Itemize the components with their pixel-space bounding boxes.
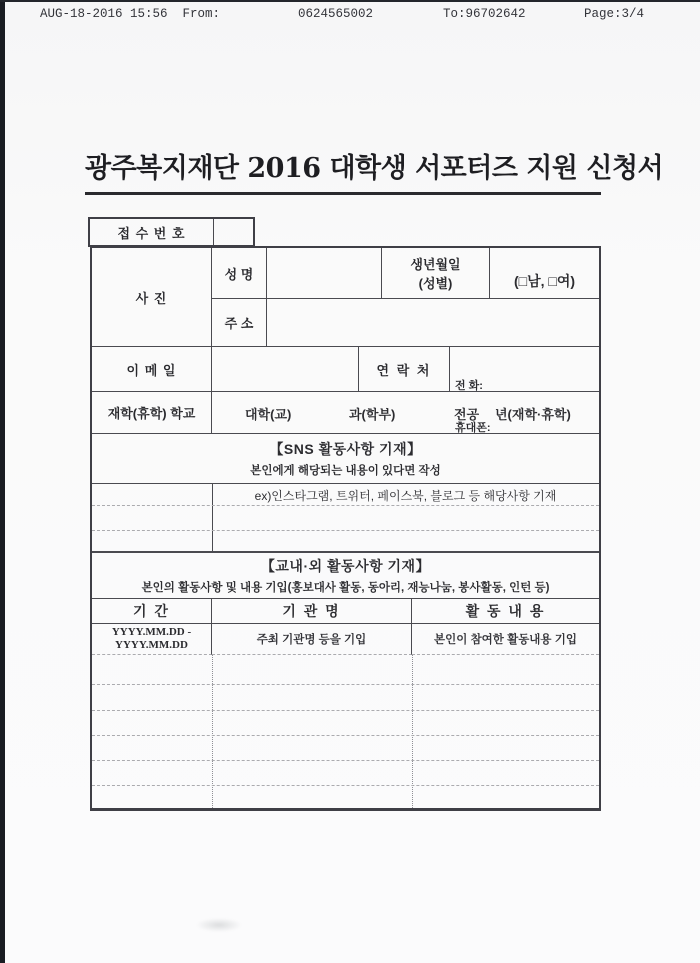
receipt-number-field[interactable] bbox=[214, 219, 253, 245]
fax-recipient: To:96702642 bbox=[443, 7, 526, 21]
application-form-table bbox=[90, 246, 601, 811]
activity-section-subtitle: 본인의 활동사항 및 내용 기입(홍보대사 활동, 동아리, 재능나눔, 봉사활동, 인턴 등) bbox=[141, 582, 550, 594]
fax-sender-number: 0624565002 bbox=[298, 7, 374, 21]
period-format-line1: YYYY.MM.DD - bbox=[111, 626, 192, 638]
email-field[interactable] bbox=[212, 347, 359, 392]
receipt-number-label: 접 수 번 호 bbox=[90, 219, 214, 245]
sns-type-field[interactable] bbox=[92, 484, 212, 505]
sns-section-subtitle: 본인에게 해당되는 내용이 있다면 작성 bbox=[250, 465, 441, 477]
address-field[interactable] bbox=[267, 299, 599, 347]
sns-example-hint: ex)인스타그램, 트위터, 페이스북, 블로그 등 해당사항 기재 bbox=[254, 488, 557, 503]
organization-example-cell[interactable]: 주최 기관명 등을 기입 bbox=[212, 624, 412, 655]
school-hint-year: 년(재학·휴학) bbox=[495, 407, 571, 422]
photo-cell: 사 진 bbox=[92, 248, 212, 347]
school-field[interactable] bbox=[212, 392, 599, 434]
scan-smudge bbox=[196, 918, 242, 932]
fax-page-indicator: Page:3/4 bbox=[584, 7, 645, 21]
school-label: 재학(휴학) 학교 bbox=[92, 392, 212, 434]
activity-entry-row[interactable] bbox=[92, 655, 599, 684]
activity-entry-row[interactable] bbox=[92, 785, 599, 808]
column-header-organization: 기 관 명 bbox=[212, 599, 412, 624]
sns-section-title: 【SNS 활동사항 기재】 bbox=[269, 441, 422, 457]
period-format-line2: YYYY.MM.DD bbox=[115, 639, 188, 651]
activity-entry-row[interactable] bbox=[92, 760, 599, 785]
contact-label: 연 락 처 bbox=[359, 347, 450, 392]
activity-example-cell[interactable]: 본인이 참여한 활동내용 기입 bbox=[412, 624, 599, 655]
activity-section-title: 【교내·외 활동사항 기재】 bbox=[260, 558, 431, 574]
name-field[interactable] bbox=[267, 248, 382, 299]
sns-entry-field[interactable] bbox=[213, 530, 599, 553]
school-hint-major: 전공 bbox=[454, 407, 480, 422]
address-label: 주 소 bbox=[212, 299, 267, 347]
activity-section-header bbox=[92, 553, 599, 599]
activity-entry-row[interactable] bbox=[92, 710, 599, 735]
gender-checkboxes[interactable]: (□남, □여) bbox=[490, 248, 599, 299]
birthdate-label-line1: 생년월일 bbox=[410, 257, 461, 272]
sns-entries-area bbox=[92, 484, 599, 553]
email-label: 이 메 일 bbox=[92, 347, 212, 392]
sns-type-field[interactable] bbox=[92, 505, 212, 530]
phone-label: 전 화: bbox=[455, 380, 483, 392]
fax-from-label: AUG-18-2016 15:56 From: bbox=[40, 7, 221, 21]
scan-edge-left bbox=[0, 0, 5, 963]
page-title: 광주복지재단 2016 대학생 서포터즈 지원 신청서 bbox=[85, 146, 601, 195]
mobile-label: 휴대폰: bbox=[455, 422, 491, 434]
period-example-cell[interactable] bbox=[92, 624, 212, 655]
column-header-activity: 활 동 내 용 bbox=[412, 599, 599, 624]
sns-type-field[interactable] bbox=[92, 530, 212, 553]
name-label: 성 명 bbox=[212, 248, 267, 299]
birthdate-label bbox=[382, 248, 490, 299]
activity-entry-row[interactable] bbox=[92, 684, 599, 710]
fax-header bbox=[0, 7, 700, 25]
birthdate-label-line2: (성별) bbox=[418, 276, 453, 291]
scan-edge-top bbox=[0, 0, 700, 2]
column-header-period: 기 간 bbox=[92, 599, 212, 624]
receipt-number-box bbox=[88, 217, 255, 247]
school-hint-university: 대학(교) bbox=[245, 407, 292, 422]
activity-entry-row[interactable] bbox=[92, 735, 599, 760]
sns-entry-field[interactable] bbox=[213, 505, 599, 530]
sns-section-header bbox=[92, 434, 599, 484]
school-hint-department: 과(학부) bbox=[349, 407, 396, 422]
